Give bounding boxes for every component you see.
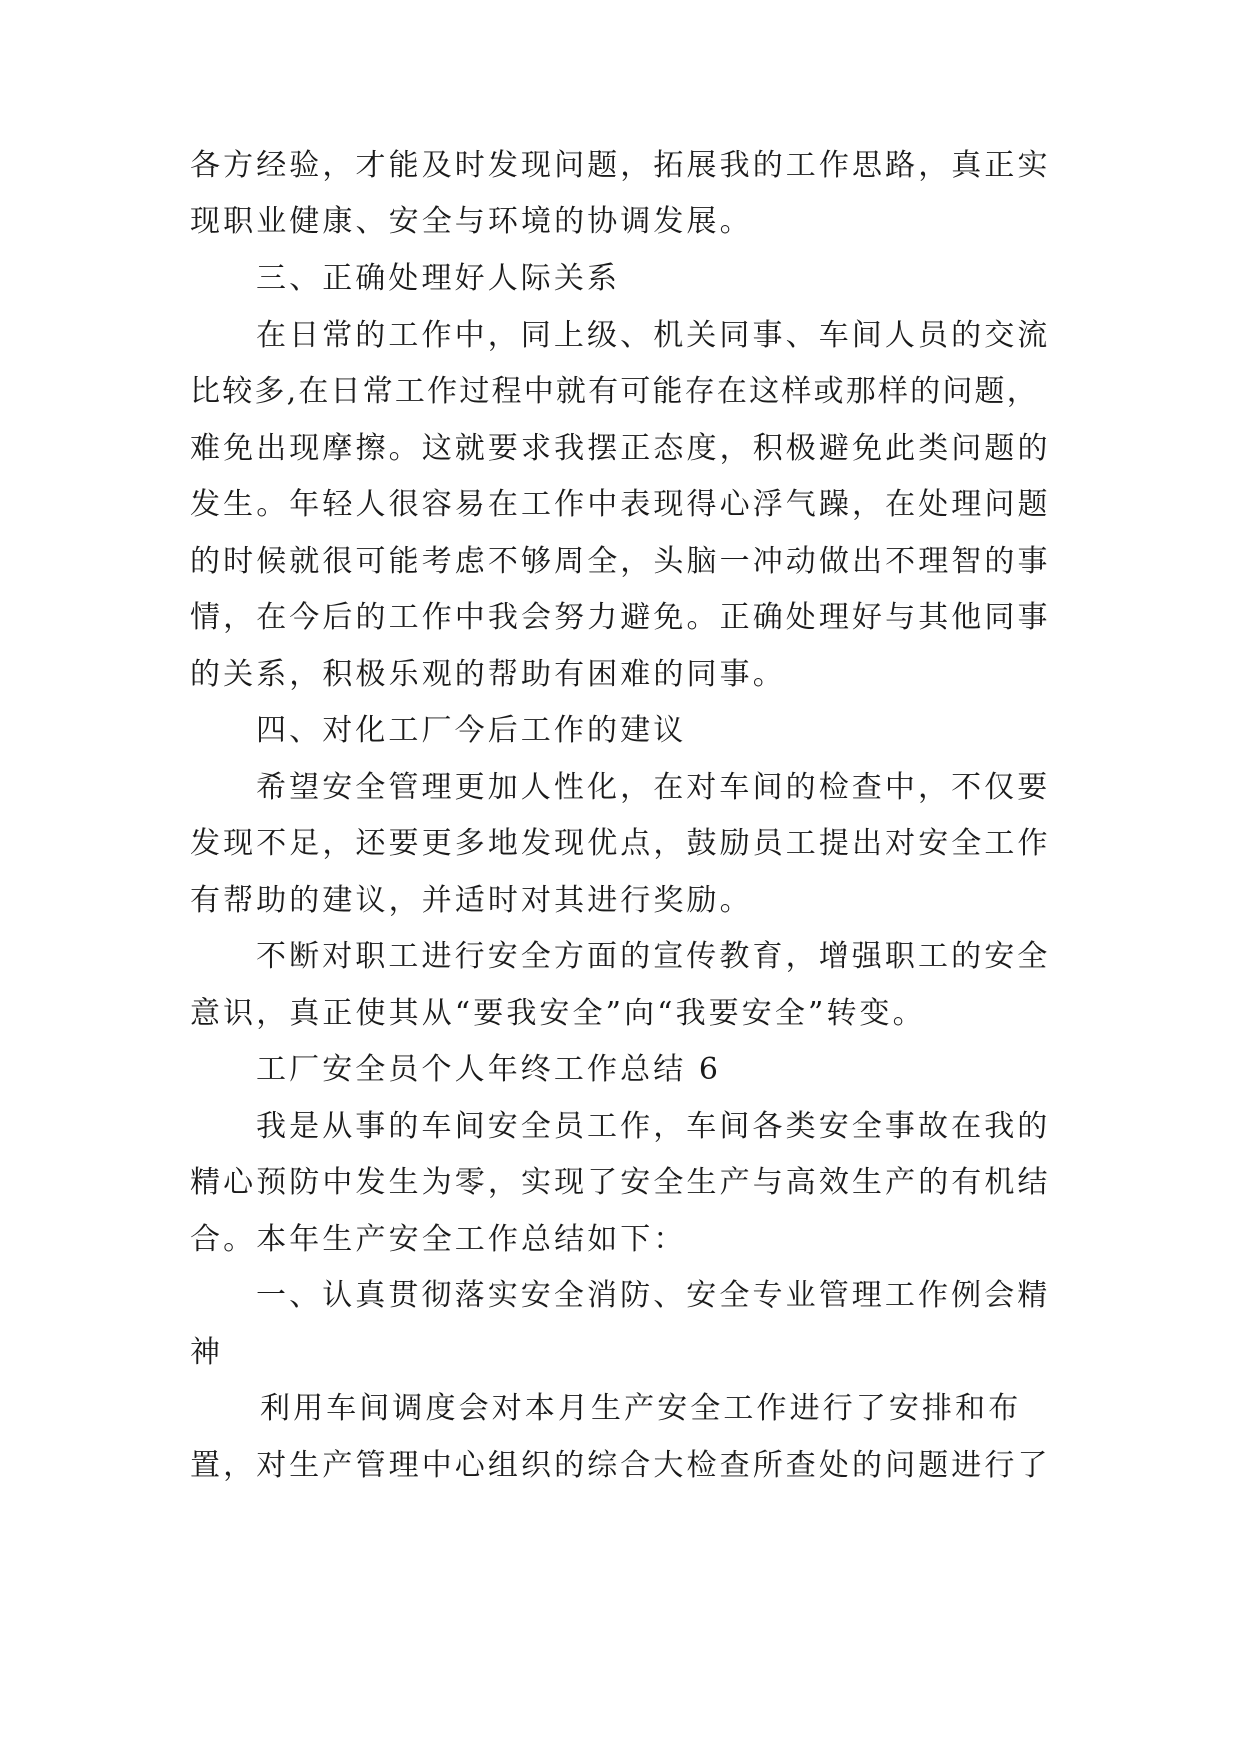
text-line: 精心预防中发生为零，实现了安全生产与高效生产的有机结 [190,1165,1051,1200]
section-heading-continued: 神 [190,1335,224,1370]
text-line: 现职业健康、安全与环境的协调发展。 [190,204,753,239]
text-line: 情，在今后的工作中我会努力避免。正确处理好与其他同事 [190,600,1051,635]
text-line: 在日常的工作中，同上级、机关同事、车间人员的交流 [256,318,1051,353]
text-line: 的关系，积极乐观的帮助有困难的同事。 [190,657,786,692]
text-line: 发生。年轻人很容易在工作中表现得心浮气躁，在处理问题 [190,487,1051,522]
text-line: 置，对生产管理中心组织的综合大检查所查处的问题进行了 [190,1448,1051,1483]
text-line: 各方经验，才能及时发现问题，拓展我的工作思路，真正实 [190,148,1051,183]
section-heading: 一、认真贯彻落实安全消防、安全专业管理工作例会精 [256,1278,1051,1313]
document-title: 工厂安全员个人年终工作总结 6 [256,1052,722,1087]
section-heading: 三、正确处理好人际关系 [256,261,621,296]
text-line: 不断对职工进行安全方面的宣传教育，增强职工的安全 [256,939,1051,974]
text-line: 比较多,在日常工作过程中就有可能存在这样或那样的问题， [190,374,1039,409]
section-heading: 四、对化工厂今后工作的建议 [256,713,687,748]
text-line: 利用车间调度会对本月生产安全工作进行了安排和布 [260,1391,1022,1426]
text-line: 的时候就很可能考虑不够周全，头脑一冲动做出不理智的事 [190,544,1051,579]
text-line: 希望安全管理更加人性化，在对车间的检查中，不仅要 [256,770,1051,805]
text-line: 意识，真正使其从“要我安全”向“我要安全”转变。 [190,996,926,1031]
text-line: 合。本年生产安全工作总结如下： [190,1222,687,1257]
text-line: 我是从事的车间安全员工作，车间各类安全事故在我的 [256,1109,1051,1144]
text-line: 有帮助的建议，并适时对其进行奖励。 [190,883,753,918]
text-line: 发现不足，还要更多地发现优点，鼓励员工提出对安全工作 [190,826,1051,861]
text-line: 难免出现摩擦。这就要求我摆正态度，积极避免此类问题的 [190,431,1051,466]
